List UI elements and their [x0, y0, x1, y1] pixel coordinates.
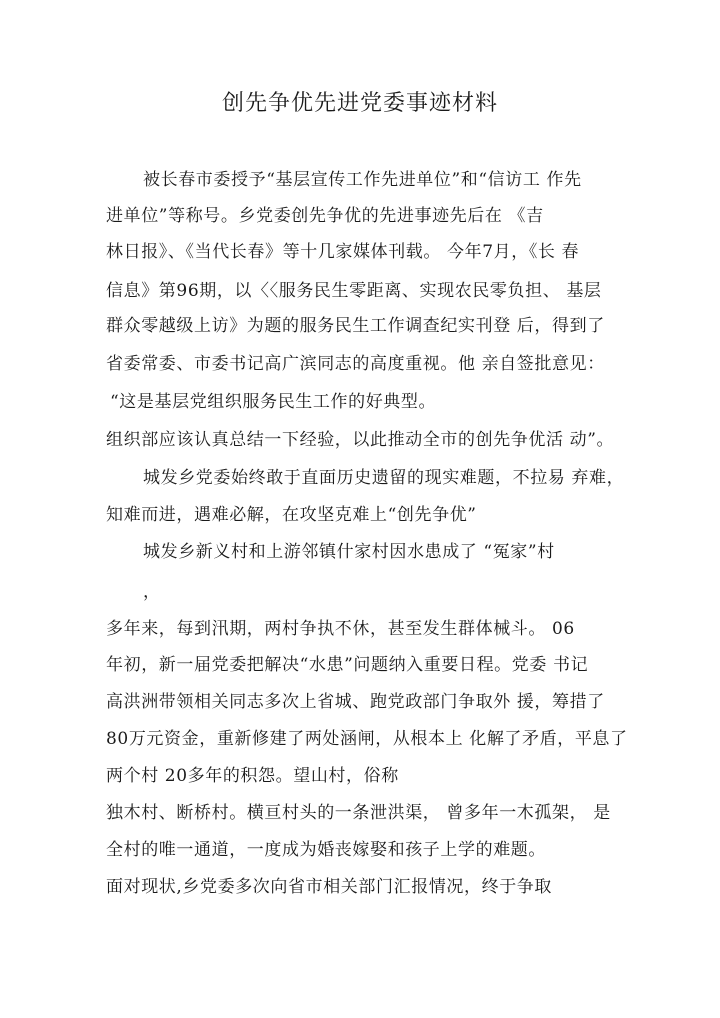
body-line: 城发乡新义村和上游邻镇什家村因水患成了 “冤家”村	[143, 542, 555, 562]
body-line: 两个村 20多年的积怨。望山村，俗称	[106, 766, 399, 786]
body-line: 进单位”等称号。乡党委创先争优的先进事迹先后在 《吉	[106, 206, 544, 226]
body-line: 全村的唯一通道，一度成为婚丧嫁娶和孩子上学的难题。	[106, 840, 546, 860]
document-title: 创先争优先进党委事迹材料	[221, 91, 498, 116]
body-line: 高洪洲带领相关同志多次上省城、跑党政部门争取外 援，筹措了	[106, 692, 605, 712]
body-line: 信息》第96期，以〈〈服务民生零距离、实现农民零负担、 基层	[106, 281, 602, 301]
body-line: 城发乡党委始终敢于直面历史遗留的现实难题，不拉易 弃难，	[143, 468, 625, 488]
body-line: “这是基层党组织服务民生工作的好典型。	[110, 392, 437, 412]
body-line: 被长春市委授予“基层宣传工作先进单位”和“信访工 作先	[143, 170, 582, 190]
body-line: 年初，新一届党委把解决“水患”问题纳入重要日程。党委 书记	[106, 655, 589, 675]
body-line: 独木村、断桥村。横亘村头的一条泄洪渠， 曾多年一木孤架， 是	[106, 803, 611, 823]
body-line: 80万元资金，重新修建了两处涵闸，从根本上 化解了矛盾，平息了	[106, 729, 628, 749]
body-line: 多年来，每到汛期，两村争执不休，甚至发生群体械斗。 06	[106, 619, 575, 639]
body-line: 组织部应该认真总结一下经验，以此推动全市的创先争优活 动”。	[106, 430, 615, 450]
body-line: 群众零越级上访》为题的服务民生工作调查纪实刊登 后，得到了	[106, 316, 605, 336]
body-line: 面对现状,乡党委多次向省市相关部门汇报情况，终于争取	[106, 877, 553, 897]
body-line: 知难而进，遇难必解，在攻坚克难上“创先争优”	[106, 505, 477, 525]
body-line: 林日报》、《当代长春》等十几家媒体刊载。 今年7月，《长 春	[106, 242, 580, 262]
body-line: 省委常委、市委书记高广滨同志的高度重视。他 亲自签批意见：	[106, 354, 605, 374]
body-line: ，	[143, 582, 161, 602]
